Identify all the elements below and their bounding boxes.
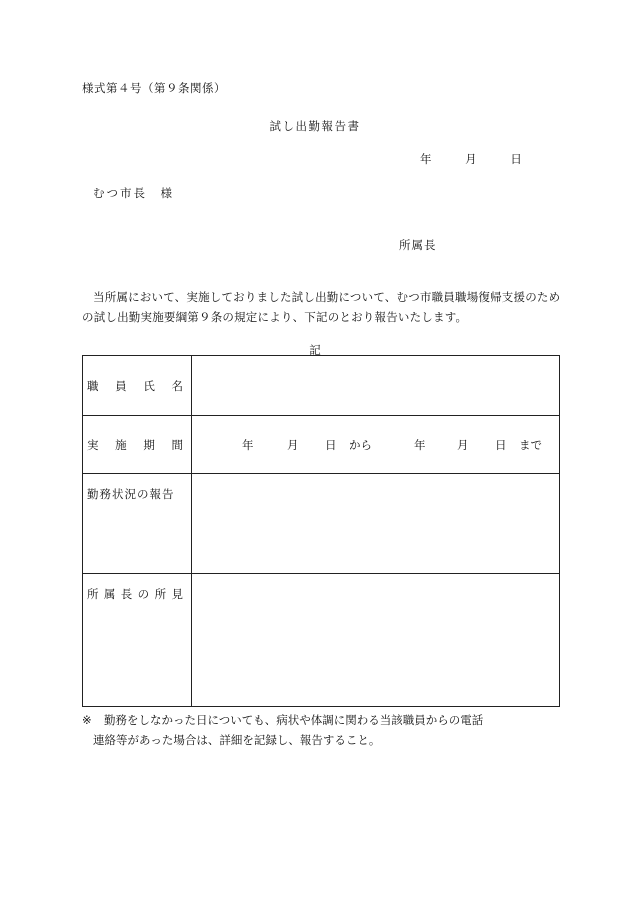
sender-label: 所属長	[399, 238, 437, 252]
period-from: から	[349, 437, 372, 452]
supervisor-opinion-label: 所 属 長 の 所 見	[83, 574, 192, 707]
body-text: 当所属において、実施しておりました試し出勤について、むつ市職員職場復帰支援のための試し出勤実施要綱第９条の規定により、下記のとおり報告いたします。	[82, 290, 561, 324]
employee-name-field[interactable]	[192, 356, 560, 416]
table-row-period	[83, 416, 560, 474]
note-line-1: 勤務をしなかった日についても、病状や体調に関わる当該職員からの電話	[104, 713, 484, 727]
table-row-work-report	[83, 474, 560, 574]
table-row-employee-name	[83, 356, 560, 416]
table-row-supervisor-opinion	[83, 574, 560, 707]
period-label: 実 施 期 間	[83, 416, 192, 474]
document-title: 試し出勤報告書	[269, 119, 361, 133]
date-day: 日	[510, 152, 522, 166]
date-month: 月	[465, 152, 477, 166]
addressee: むつ市長 様	[93, 186, 174, 200]
period-field[interactable]	[192, 416, 560, 474]
period-start-day: 日	[325, 437, 337, 452]
work-report-field[interactable]	[192, 474, 560, 574]
date-year: 年	[420, 152, 432, 166]
note-line-2: 連絡等があった場合は、詳細を記録し、報告すること。	[93, 733, 381, 747]
form-number: 様式第４号（第９条関係）	[82, 81, 226, 95]
supervisor-opinion-field[interactable]	[192, 574, 560, 707]
period-end-year: 年	[414, 437, 426, 452]
work-report-label: 勤務状況の報告	[83, 474, 192, 574]
note	[82, 710, 562, 750]
date-line	[420, 151, 522, 167]
report-table	[82, 355, 560, 707]
ki-heading: 記	[309, 343, 321, 357]
period-start-year: 年	[242, 437, 254, 452]
period-until: まで	[519, 437, 542, 452]
employee-name-label: 職 員 氏 名	[83, 356, 192, 416]
period-start-month: 月	[287, 437, 299, 452]
period-end-day: 日	[495, 437, 507, 452]
note-mark: ※	[82, 713, 92, 727]
period-end-month: 月	[457, 437, 469, 452]
